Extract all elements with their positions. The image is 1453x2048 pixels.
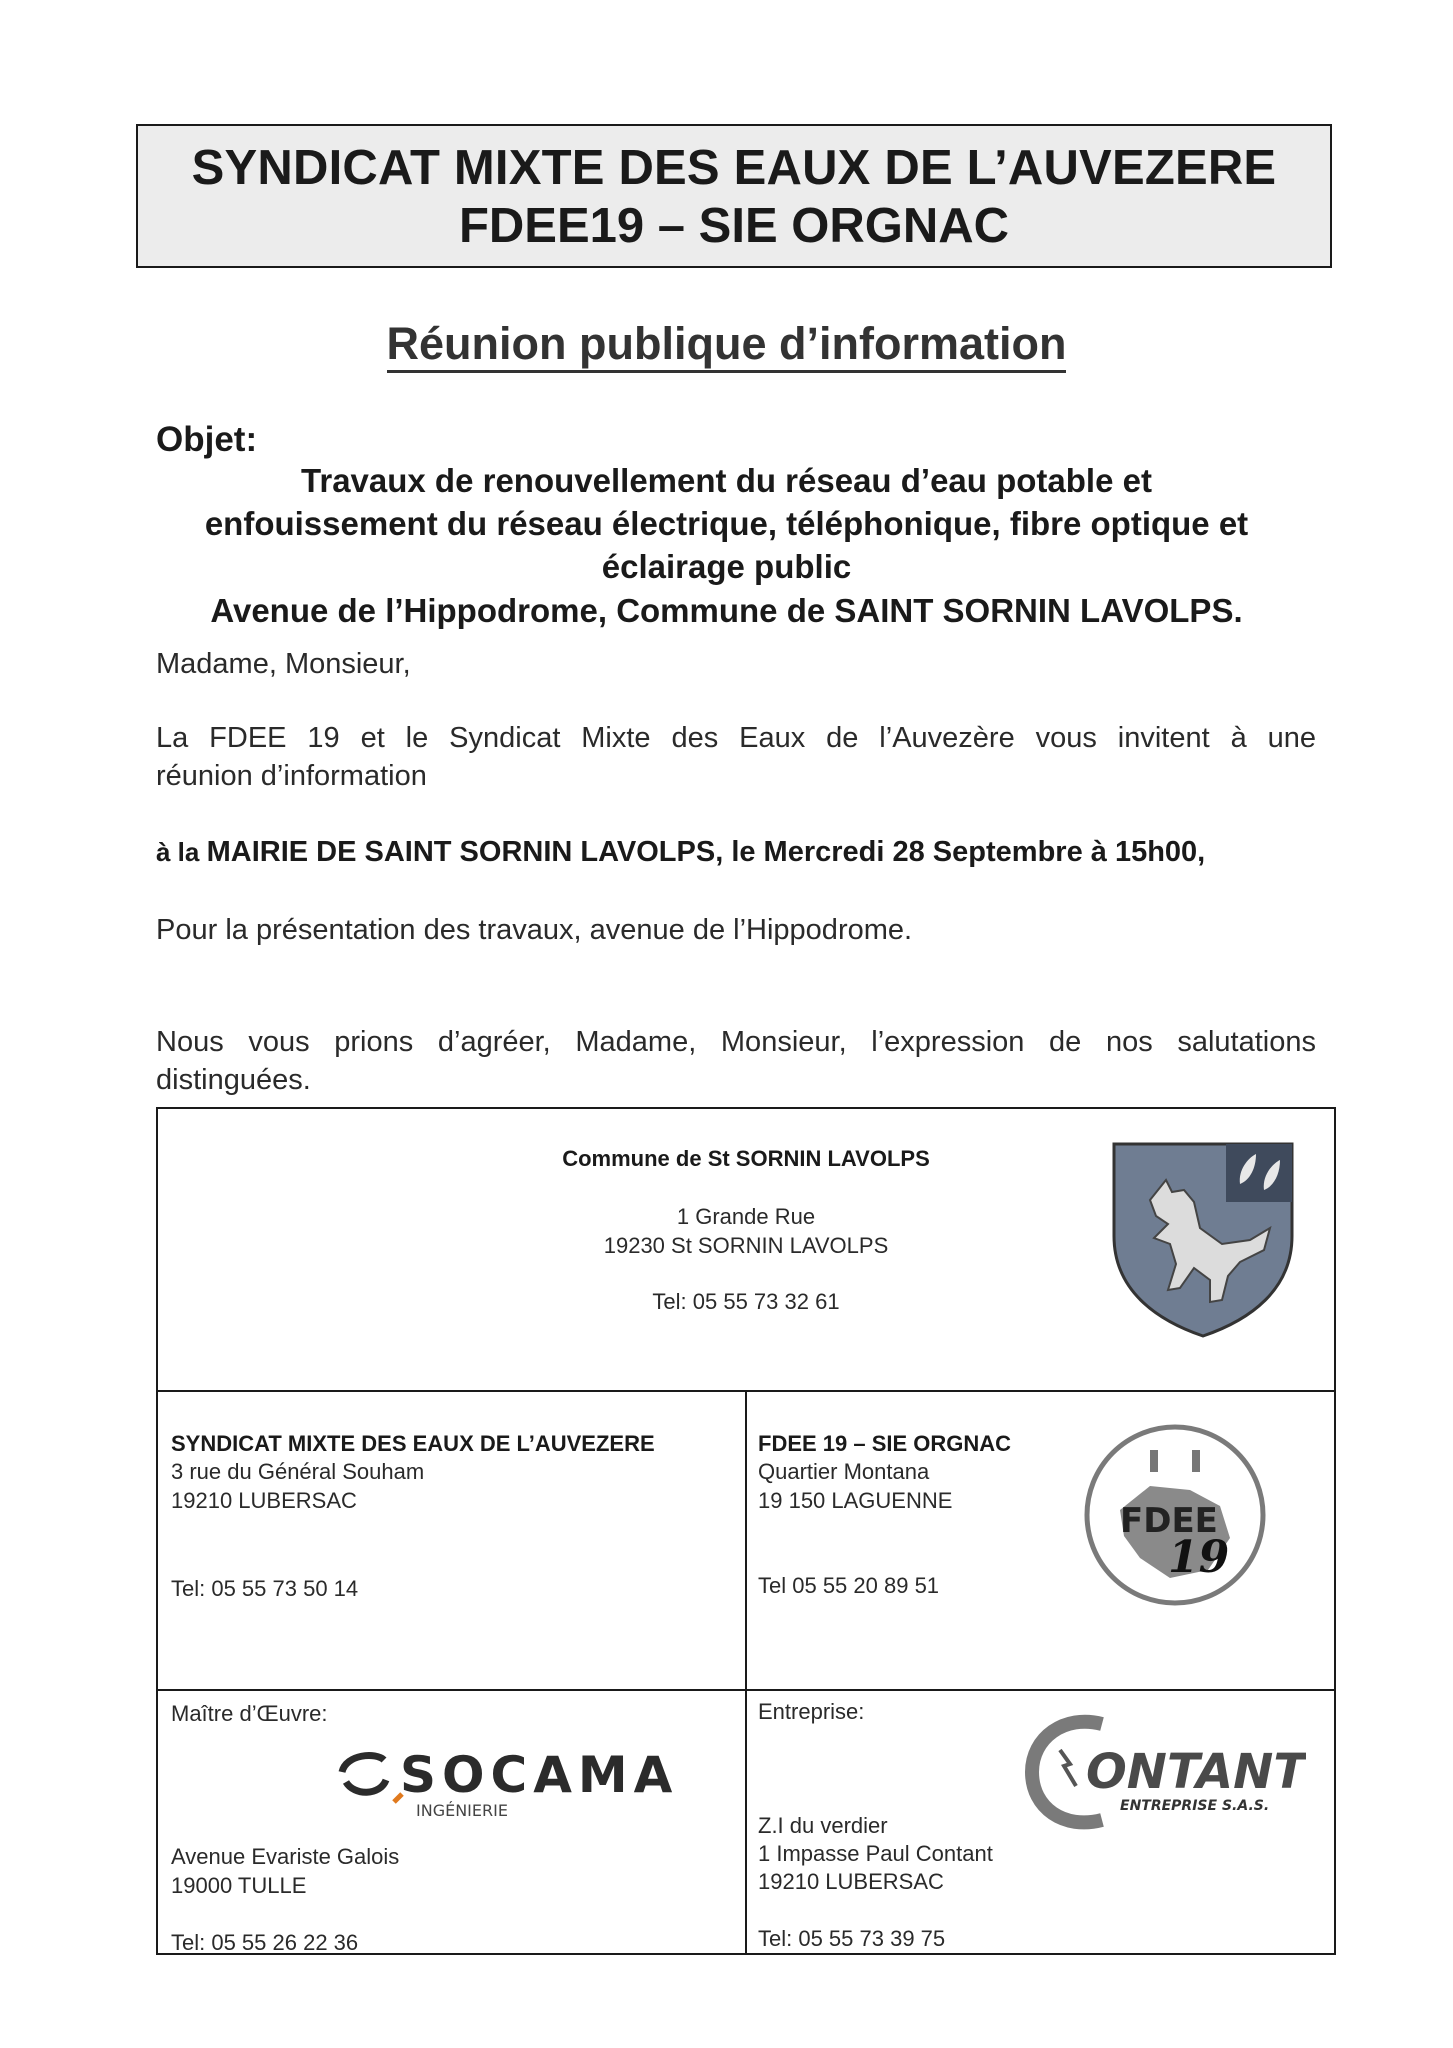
objet-label: Objet:	[156, 420, 258, 459]
fdee-logo-number: 19	[1168, 1532, 1230, 1583]
socama-swoosh-bottom	[346, 1780, 386, 1792]
syndicat-name: SYNDICAT MIXTE DES EAUX DE L’AUVEZERE	[171, 1431, 655, 1456]
maitre-label: Maître d’Œuvre:	[171, 1701, 328, 1726]
header-box	[136, 124, 1332, 268]
entreprise-address-2: 1 Impasse Paul Contant	[758, 1841, 993, 1866]
fdee-logo-text: FDEE	[1120, 1501, 1218, 1541]
maitre-address-2: 19000 TULLE	[171, 1873, 307, 1898]
commune-name: Commune de St SORNIN LAVOLPS	[562, 1146, 930, 1171]
subject-line-2: enfouissement du réseau électrique, téléphonique, fibre optique et	[204, 505, 1249, 542]
contant-subtitle: ENTREPRISE S.A.S.	[1120, 1798, 1270, 1814]
entreprise-tel: Tel: 05 55 73 39 75	[758, 1926, 946, 1951]
contant-logo	[1024, 1710, 1306, 1838]
table-column-divider	[745, 1390, 747, 1955]
syndicat-tel: Tel: 05 55 73 50 14	[171, 1576, 359, 1601]
header-subtitle: FDEE19 – SIE ORGNAC	[458, 199, 1010, 253]
commune-address-1: 1 Grande Rue	[676, 1204, 816, 1229]
fdee-tel: Tel 05 55 20 89 51	[758, 1573, 940, 1598]
contant-wordmark: ONTANT	[1086, 1744, 1306, 1800]
maitre-address-1: Avenue Evariste Galois	[171, 1844, 400, 1869]
subject-line-3: éclairage public	[601, 548, 852, 585]
entreprise-label: Entreprise:	[758, 1699, 865, 1724]
invitation-line-1: La FDEE 19 et le Syndicat Mixte des Eaux de l’Auvezère vous invitent à une	[156, 722, 1316, 754]
commune-tel: Tel: 05 55 73 32 61	[652, 1289, 840, 1314]
closing-line-1: Nous vous prions d’agréer, Madame, Monsieur, l’expression de nos salutations	[156, 1026, 1316, 1058]
salutation: Madame, Monsieur,	[156, 648, 411, 680]
meeting-details	[156, 836, 1316, 869]
coat-of-arms-logo	[1110, 1140, 1296, 1340]
invitation-line-2: réunion d’information	[156, 760, 427, 792]
subject-line-4: Avenue de l’Hippodrome, Commune de SAINT SORNIN LAVOLPS.	[210, 592, 1243, 629]
page-title-text: Réunion publique d’information	[387, 318, 1067, 373]
syndicat-address-1: 3 rue du Général Souham	[171, 1459, 425, 1484]
fdee-logo	[1080, 1420, 1270, 1610]
fdee-logo-plug-right	[1192, 1450, 1200, 1472]
shield-canton	[1226, 1144, 1292, 1202]
presentation-text: Pour la présentation des travaux, avenue de l’Hippodrome.	[156, 914, 913, 946]
entreprise-address-3: 19210 LUBERSAC	[758, 1869, 944, 1894]
fdee-address-1: Quartier Montana	[758, 1459, 930, 1484]
socama-swoosh-top	[342, 1756, 384, 1772]
header-title: SYNDICAT MIXTE DES EAUX DE L’AUVEZERE	[191, 141, 1277, 195]
entreprise-address-1: Z.I du verdier	[758, 1813, 888, 1838]
syndicat-address-2: 19210 LUBERSAC	[171, 1488, 357, 1513]
maitre-tel: Tel: 05 55 26 22 36	[171, 1930, 359, 1955]
socama-logo	[336, 1742, 726, 1832]
subject-line-1: Travaux de renouvellement du réseau d’eau potable et	[301, 462, 1152, 499]
meeting-prefix: à la	[156, 837, 207, 867]
commune-address-2: 19230 St SORNIN LAVOLPS	[603, 1233, 889, 1258]
fdee-address-2: 19 150 LAGUENNE	[758, 1488, 953, 1513]
page-title	[0, 318, 1453, 370]
fdee-name: FDEE 19 – SIE ORGNAC	[758, 1431, 1012, 1456]
fdee-logo-plug-left	[1150, 1450, 1158, 1472]
socama-subtitle: INGÉNIERIE	[416, 1801, 508, 1820]
contant-bolt	[1060, 1750, 1076, 1786]
meeting-place: MAIRIE DE SAINT SORNIN LAVOLPS, le Mercredi 28 Septembre à 15h00,	[206, 836, 1206, 868]
socama-wordmark: SOCAMA	[400, 1746, 679, 1804]
closing-line-2: distinguées.	[156, 1064, 311, 1096]
